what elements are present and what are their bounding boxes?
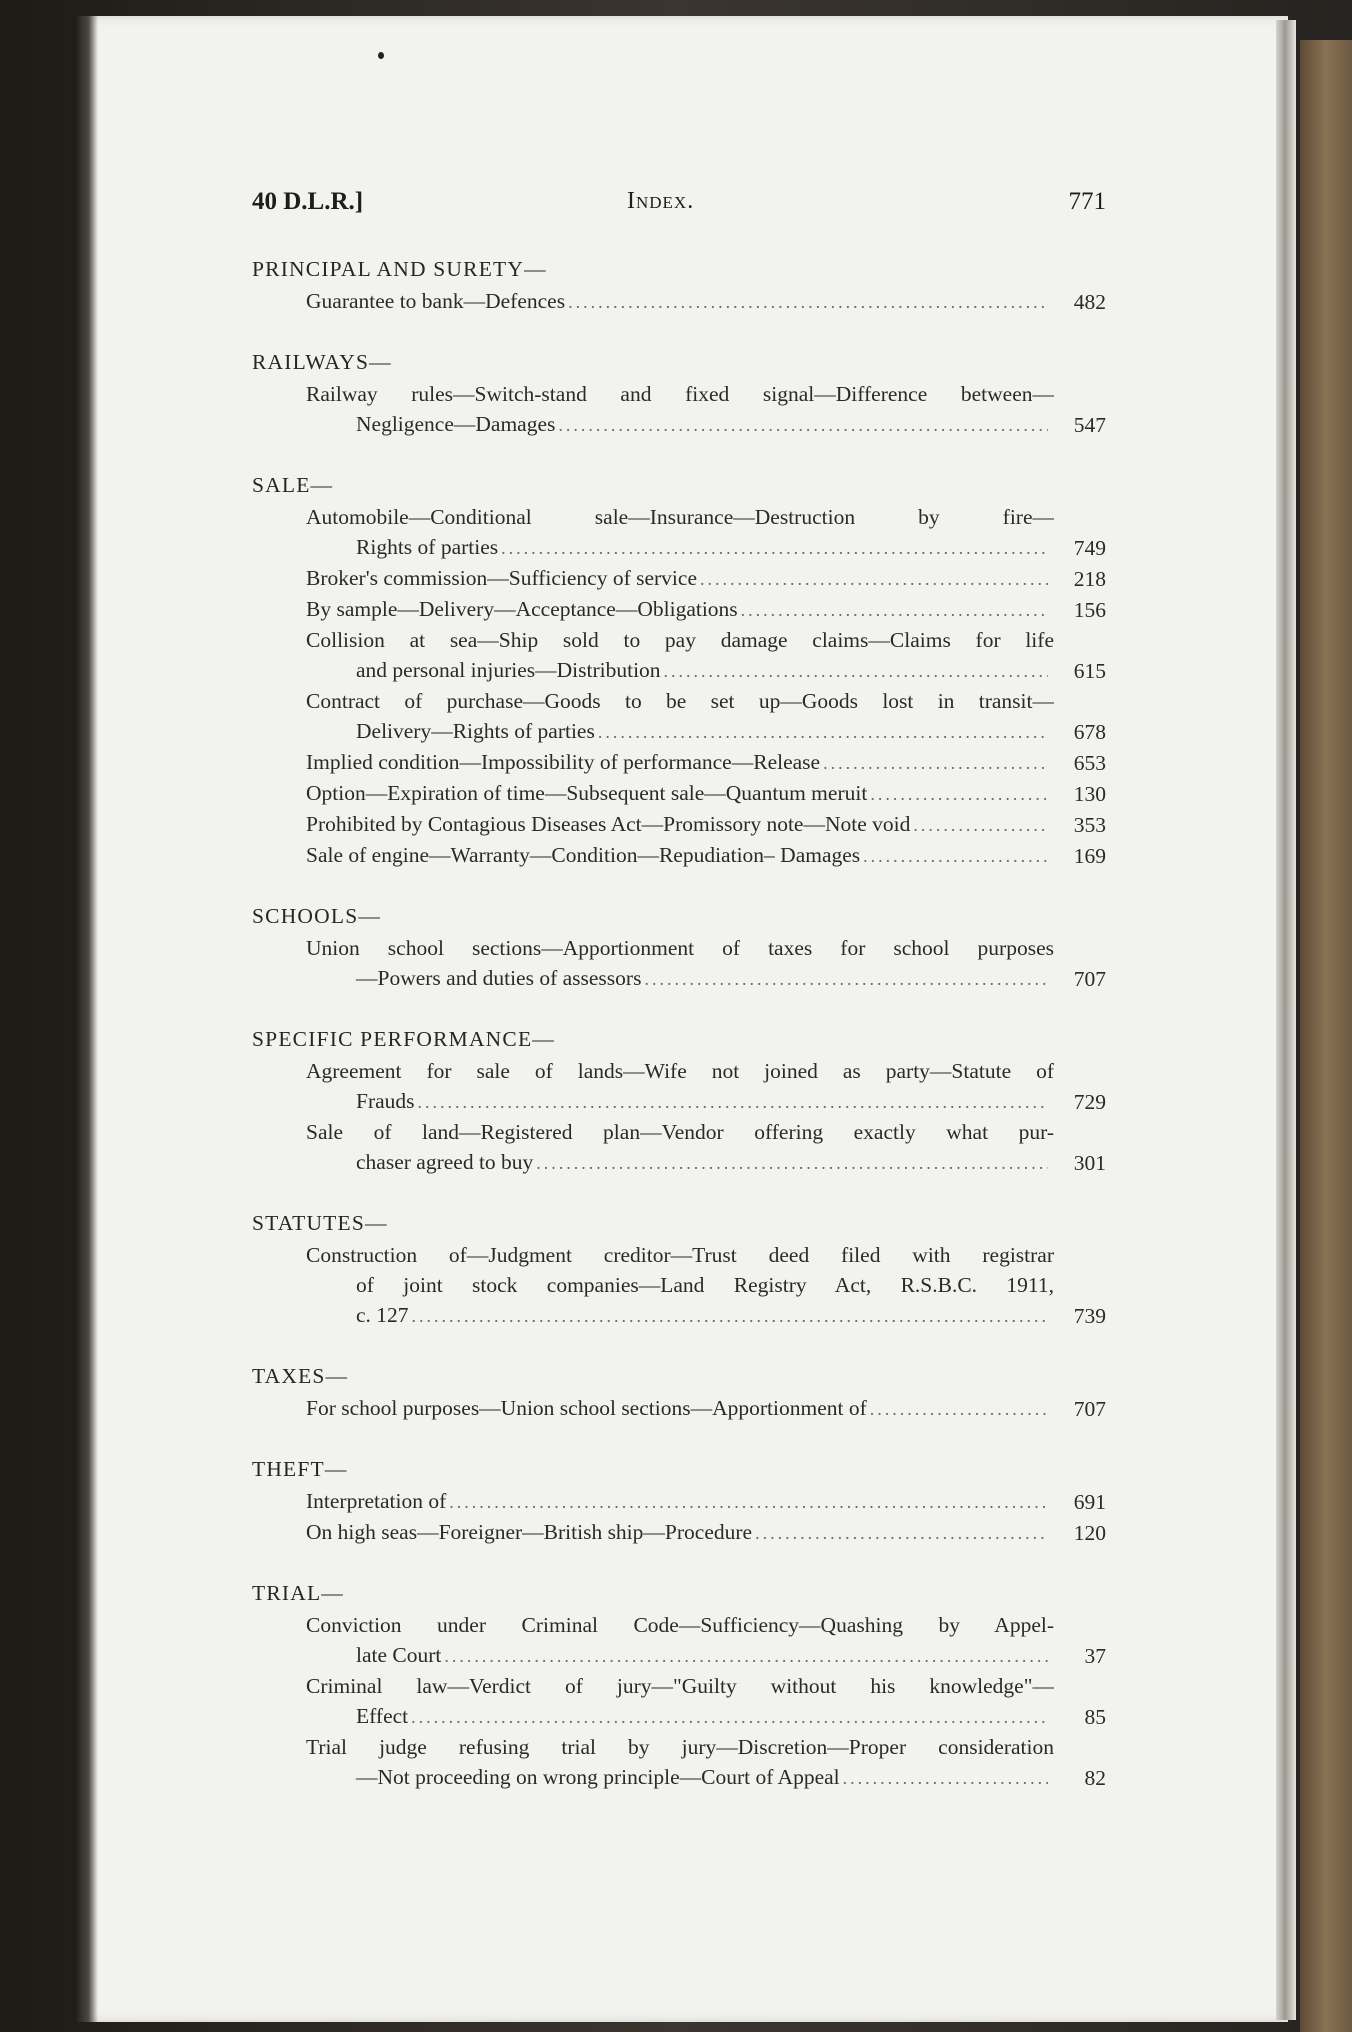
ink-speck	[378, 52, 384, 59]
index-entry	[252, 1732, 1106, 1793]
entry-text: Guarantee to bank—Defences	[306, 289, 566, 313]
entry-text-line	[306, 1240, 1054, 1270]
entry-text-line	[306, 594, 1054, 625]
index-entry	[252, 379, 1106, 440]
section-heading: TAXES—	[252, 1364, 349, 1388]
index-entry	[252, 1240, 1106, 1331]
entry-text: Broker's commission—Sufficiency of service	[306, 566, 697, 590]
entry-text-line	[306, 286, 1054, 317]
index-entry	[252, 563, 1106, 594]
entry-text-line	[306, 747, 1054, 778]
index-entry	[252, 809, 1106, 840]
entry-text: Option—Expiration of time—Subsequent sale—Quantum meruit	[306, 781, 868, 805]
entry-text: late Court	[356, 1643, 442, 1667]
book-cover-edge	[1300, 40, 1352, 2032]
entry-text: Conviction under Criminal Code—Sufficiency—Quashing by Appel-	[306, 1613, 1054, 1637]
dot-leader	[418, 1087, 1048, 1117]
index-section	[252, 254, 1106, 317]
entry-page-number: 37	[1084, 1644, 1106, 1668]
entry-continuation-line	[306, 1640, 1054, 1671]
dot-leader	[412, 1301, 1048, 1331]
entry-continuation-line	[306, 1086, 1054, 1117]
index-entry	[252, 840, 1106, 871]
entry-text: Rights of parties	[356, 535, 499, 559]
entry-text-line	[306, 379, 1054, 409]
index-entry	[252, 1056, 1106, 1117]
index-section	[252, 1454, 1106, 1548]
entry-text-line	[306, 840, 1054, 871]
entry-page-number: 615	[1073, 659, 1106, 683]
entry-text: Effect	[356, 1704, 409, 1728]
entry-continuation-line	[306, 532, 1054, 563]
entry-page-number: 353	[1073, 813, 1106, 837]
entry-text-line	[306, 1393, 1054, 1424]
entry-text: Frauds	[356, 1089, 415, 1113]
dot-leader	[664, 656, 1048, 686]
entry-text-line	[306, 625, 1054, 655]
index-section	[252, 1361, 1106, 1424]
entry-page-number: 218	[1073, 567, 1106, 591]
entry-text: Prohibited by Contagious Diseases Act—Promissory note—Note void	[306, 812, 911, 836]
entry-page-number: 130	[1073, 782, 1106, 806]
section-heading: SCHOOLS—	[252, 904, 382, 928]
index-entry	[252, 747, 1106, 778]
entry-text: Implied condition—Impossibility of performance—Release	[306, 750, 821, 774]
page-fore-edge	[1276, 20, 1296, 2020]
entry-text: Interpretation of	[306, 1489, 447, 1513]
index-entry	[252, 1393, 1106, 1424]
entry-text-line	[306, 1517, 1054, 1548]
entry-text-line	[306, 809, 1054, 840]
entry-page-number: 749	[1073, 536, 1106, 560]
section-heading: TRIAL—	[252, 1581, 344, 1605]
index-section	[252, 1208, 1106, 1331]
dot-leader	[598, 717, 1048, 747]
dot-leader	[568, 287, 1048, 317]
entry-text-line	[306, 502, 1054, 532]
entry-text-line	[306, 1610, 1054, 1640]
entry-page-number: 691	[1073, 1490, 1106, 1514]
dot-leader	[870, 779, 1048, 809]
index-section	[252, 1024, 1106, 1178]
index-entry	[252, 1486, 1106, 1517]
page-gutter-shadow	[74, 16, 98, 2022]
dot-leader	[843, 1763, 1048, 1793]
entry-text: Construction of—Judgment creditor—Trust deed filed with registrar	[306, 1243, 1054, 1267]
entry-text-line	[306, 563, 1054, 594]
dot-leader	[755, 1518, 1048, 1548]
index-section	[252, 470, 1106, 871]
entry-page-number: 707	[1073, 1397, 1106, 1421]
dot-leader	[536, 1148, 1048, 1178]
dot-leader	[444, 1641, 1048, 1671]
entry-continuation-line	[306, 1300, 1054, 1331]
entry-text-line	[306, 1486, 1054, 1517]
section-heading: PRINCIPAL AND SURETY—	[252, 257, 547, 281]
entry-text: Trial judge refusing trial by jury—Discretion—Proper consideration	[306, 1735, 1054, 1759]
index-entry	[252, 1610, 1106, 1671]
running-title: Index.	[627, 188, 695, 214]
entry-page-number: 301	[1073, 1151, 1106, 1175]
entry-continuation-line	[306, 963, 1054, 994]
index-entry	[252, 594, 1106, 625]
entry-continuation-line	[306, 716, 1054, 747]
entry-page-number: 678	[1073, 720, 1106, 744]
entry-text: of joint stock companies—Land Registry Act, R.S.B.C. 1911,	[356, 1273, 1054, 1297]
entry-text: By sample—Delivery—Acceptance—Obligations	[306, 597, 738, 621]
entry-text: Union school sections—Apportionment of taxes for school purposes	[306, 936, 1054, 960]
index-entry	[252, 778, 1106, 809]
dot-leader	[913, 810, 1048, 840]
section-heading: RAILWAYS—	[252, 350, 392, 374]
entry-text: Criminal law—Verdict of jury—"Guilty without his knowledge"—	[306, 1674, 1054, 1698]
entry-text: and personal injuries—Distribution	[356, 658, 661, 682]
entry-page-number: 85	[1084, 1705, 1106, 1729]
entry-continuation-line	[306, 1762, 1054, 1793]
index-section	[252, 1578, 1106, 1793]
entry-continuation-line	[306, 1701, 1054, 1732]
entry-page-number: 120	[1073, 1521, 1106, 1545]
page-number: 771	[1068, 188, 1106, 215]
entry-text: For school purposes—Union school sections—Apportionment of	[306, 1396, 867, 1420]
volume-reference: 40 D.L.R.]	[252, 188, 364, 215]
dot-leader	[558, 410, 1048, 440]
index-entry	[252, 1117, 1106, 1178]
index-entry	[252, 286, 1106, 317]
entry-text: Agreement for sale of lands—Wife not joined as party—Statute of	[306, 1059, 1054, 1083]
dot-leader	[823, 748, 1048, 778]
index-entry	[252, 933, 1106, 994]
dot-leader	[644, 964, 1048, 994]
section-heading: THEFT—	[252, 1457, 348, 1481]
index-entry	[252, 1671, 1106, 1732]
dot-leader	[411, 1702, 1048, 1732]
entry-page-number: 169	[1073, 844, 1106, 868]
entry-text-line	[306, 778, 1054, 809]
entry-page-number: 482	[1073, 290, 1106, 314]
entry-continuation-line	[306, 1147, 1054, 1178]
entry-continuation-line	[306, 1270, 1054, 1300]
entry-text: Negligence—Damages	[356, 412, 556, 436]
dot-leader	[449, 1487, 1048, 1517]
entry-text: Delivery—Rights of parties	[356, 719, 595, 743]
entry-page-number: 739	[1073, 1304, 1106, 1328]
entry-page-number: 653	[1073, 751, 1106, 775]
running-head	[252, 188, 1106, 222]
entry-text: Sale of land—Registered plan—Vendor offering exactly what pur-	[306, 1120, 1054, 1144]
entry-text: Automobile—Conditional sale—Insurance—Destruction by fire—	[306, 505, 1054, 529]
dot-leader	[870, 1394, 1048, 1424]
dot-leader	[501, 533, 1048, 563]
index-body	[252, 254, 1106, 1823]
entry-page-number: 729	[1073, 1090, 1106, 1114]
entry-page-number: 707	[1073, 967, 1106, 991]
index-entry	[252, 502, 1106, 563]
entry-page-number: 156	[1073, 598, 1106, 622]
section-heading: SALE—	[252, 473, 334, 497]
dot-leader	[741, 595, 1048, 625]
index-entry	[252, 625, 1106, 686]
entry-text-line	[306, 686, 1054, 716]
entry-text-line	[306, 1671, 1054, 1701]
entry-page-number: 547	[1073, 413, 1106, 437]
entry-text: chaser agreed to buy	[356, 1150, 534, 1174]
entry-text-line	[306, 1117, 1054, 1147]
entry-text: Collision at sea—Ship sold to pay damage claims—Claims for life	[306, 628, 1054, 652]
section-heading: SPECIFIC PERFORMANCE—	[252, 1027, 555, 1051]
index-section	[252, 347, 1106, 440]
dot-leader	[863, 841, 1048, 871]
entry-text: Railway rules—Switch-stand and fixed signal—Difference between—	[306, 382, 1054, 406]
dot-leader	[700, 564, 1048, 594]
entry-text-line	[306, 1056, 1054, 1086]
entry-text: Sale of engine—Warranty—Condition—Repudiation– Damages	[306, 843, 861, 867]
entry-text: —Powers and duties of assessors	[356, 966, 642, 990]
entry-text: Contract of purchase—Goods to be set up—Goods lost in transit—	[306, 689, 1054, 713]
entry-text-line	[306, 933, 1054, 963]
index-entry	[252, 1517, 1106, 1548]
entry-page-number: 82	[1084, 1766, 1106, 1790]
entry-continuation-line	[306, 655, 1054, 686]
section-heading: STATUTES—	[252, 1211, 388, 1235]
index-entry	[252, 686, 1106, 747]
entry-text: —Not proceeding on wrong principle—Court of Appeal	[356, 1765, 840, 1789]
index-section	[252, 901, 1106, 994]
entry-continuation-line	[306, 409, 1054, 440]
entry-text: On high seas—Foreigner—British ship—Procedure	[306, 1520, 753, 1544]
entry-text: c. 127	[356, 1303, 409, 1327]
entry-text-line	[306, 1732, 1054, 1762]
